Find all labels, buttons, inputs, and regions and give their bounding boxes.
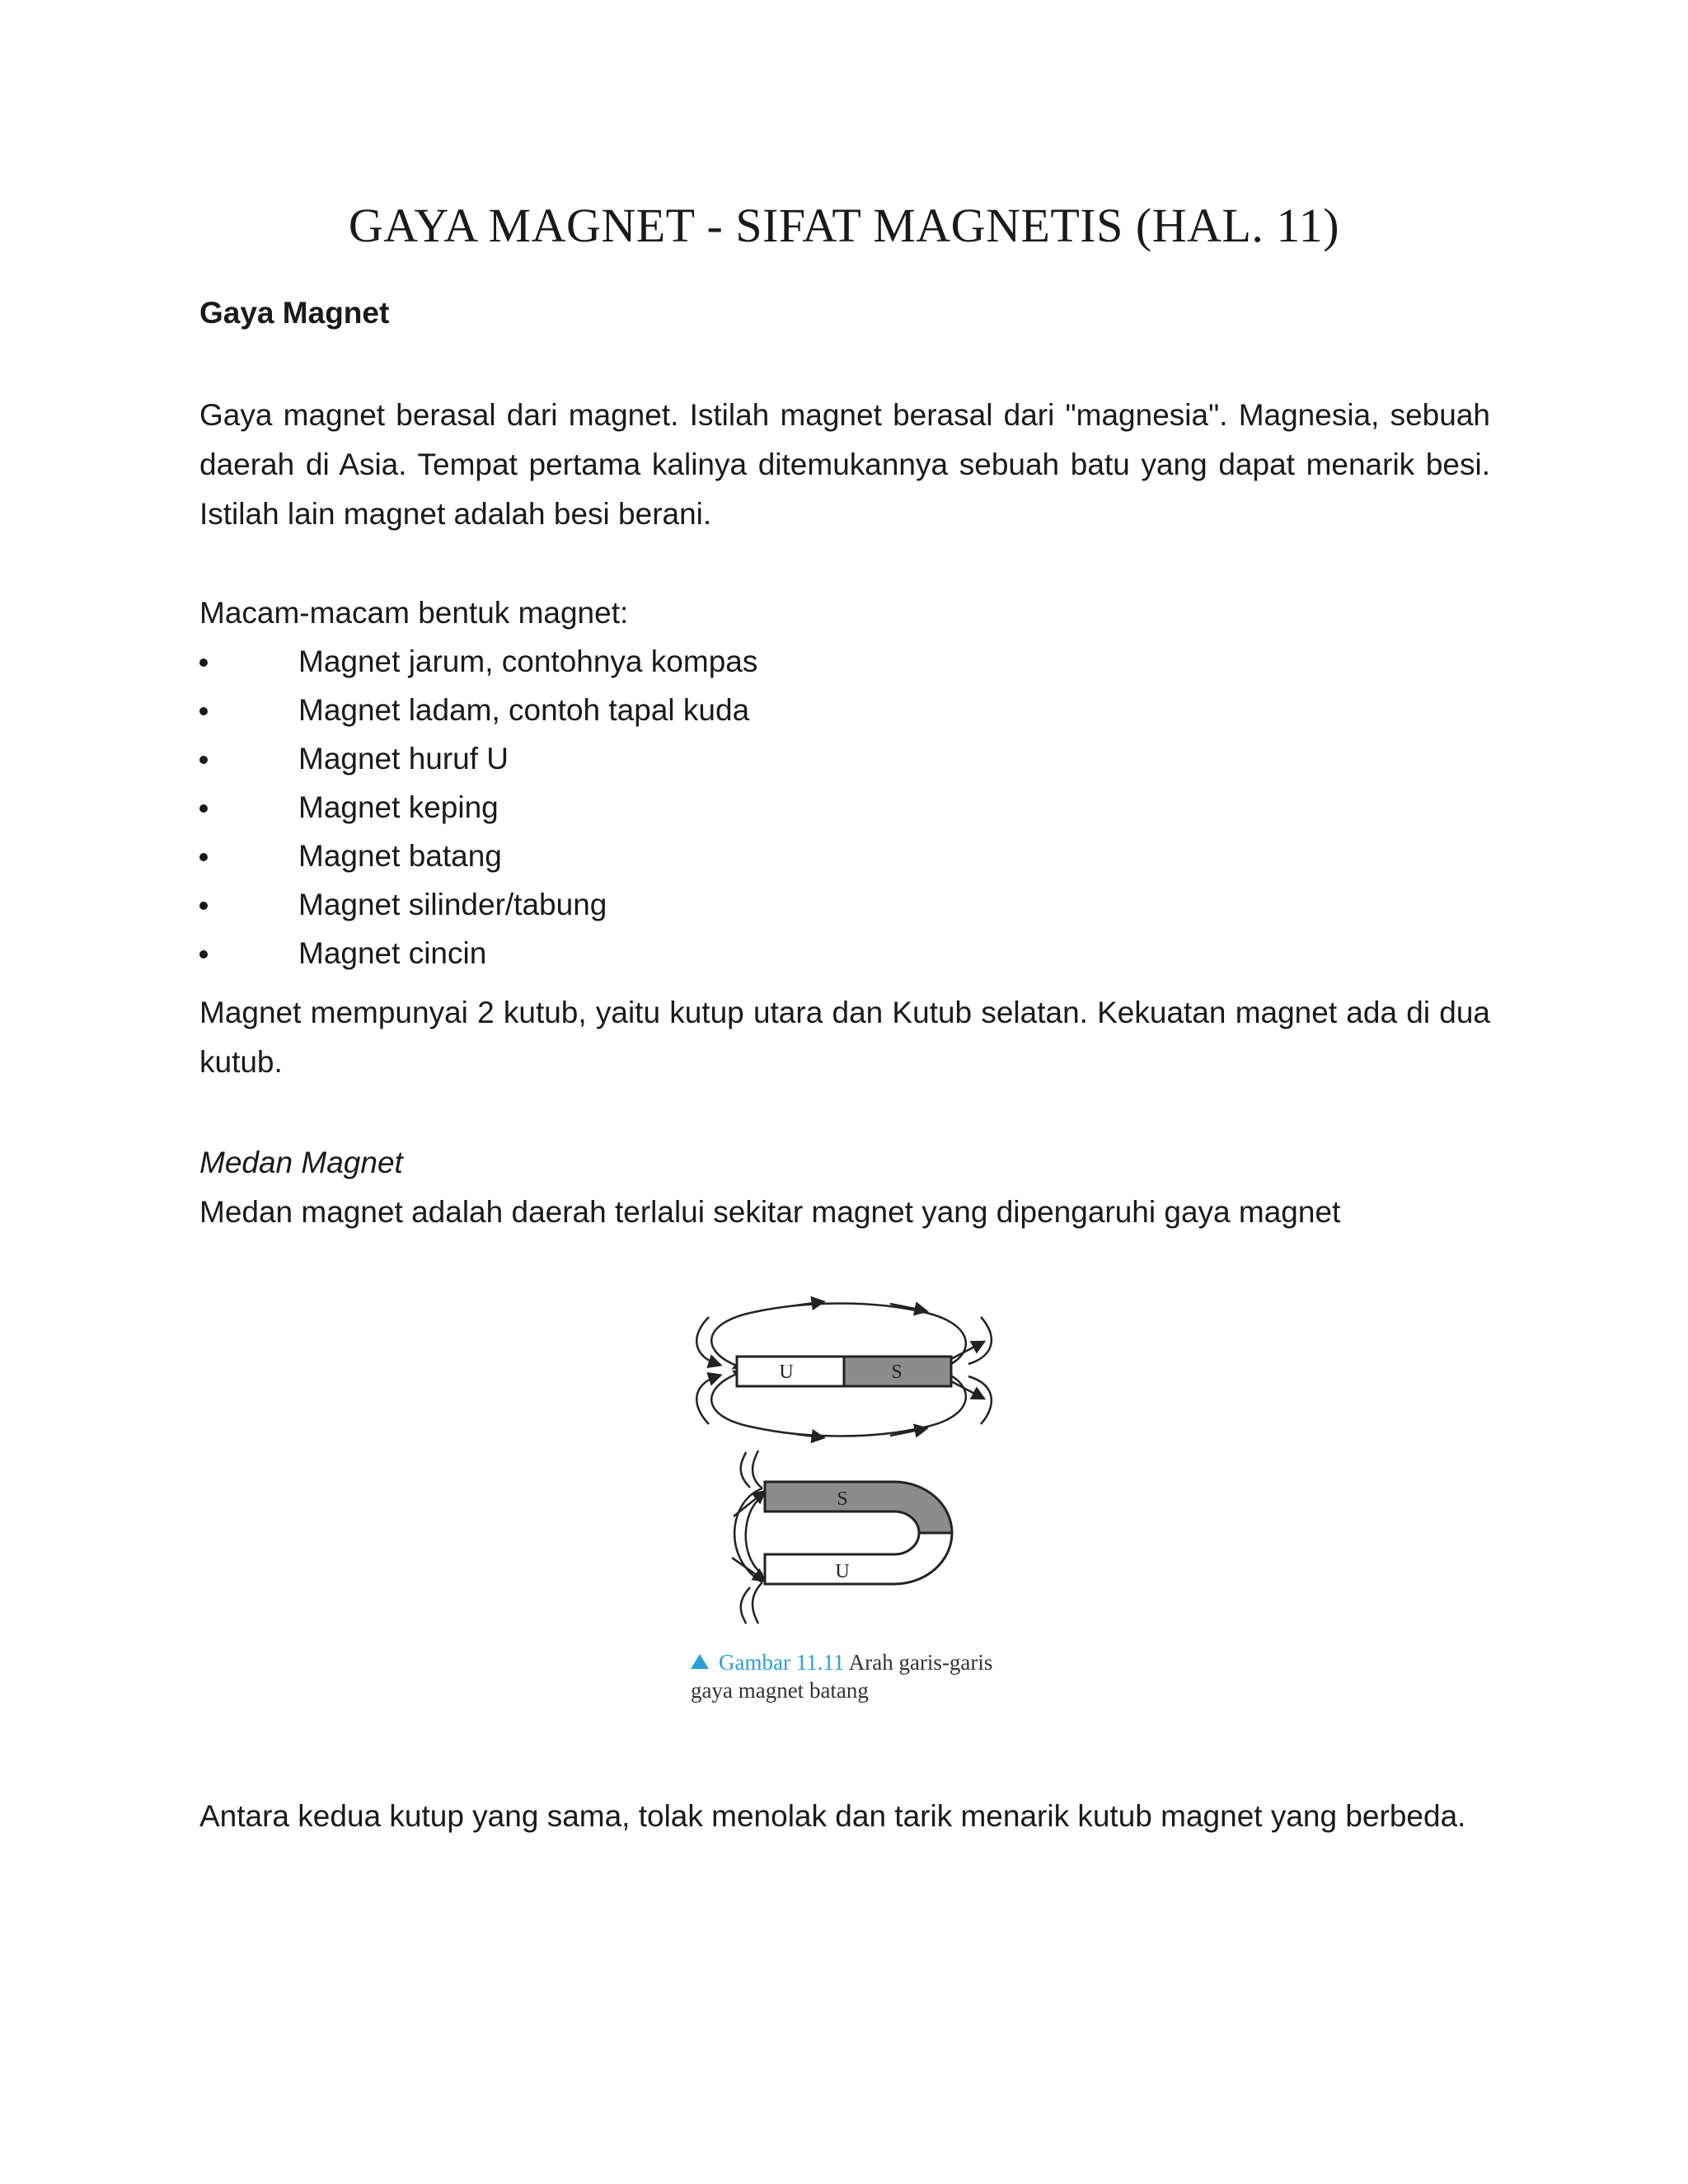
bullet-icon	[199, 950, 208, 958]
horseshoe-north-arm	[765, 1533, 952, 1584]
bar-magnet-north-label: U	[779, 1361, 794, 1383]
bullet-icon	[199, 707, 208, 715]
list-item-text: Magnet cincin	[298, 936, 487, 970]
magnet-types-intro: Macam-macam bentuk magnet:	[199, 596, 629, 630]
bar-magnet-south-label: S	[891, 1361, 903, 1383]
bullet-icon	[199, 756, 208, 764]
bar-magnet	[737, 1357, 951, 1386]
page-title: GAYA MAGNET - SIFAT MAGNETIS (HAL. 11)	[348, 199, 1340, 252]
list-item-text: Magnet ladam, contoh tapal kuda	[298, 693, 750, 727]
caption-triangle-icon	[691, 1654, 709, 1669]
caption-text: Arah garis-garis gaya magnet batang	[691, 1650, 993, 1703]
bullet-icon	[199, 853, 208, 861]
closing-paragraph: Antara kedua kutup yang sama, tolak menolak dan tarik menarik kutub magnet yang berbeda.	[199, 1799, 1466, 1833]
horseshoe-south-label: S	[837, 1488, 848, 1510]
list-item-text: Magnet jarum, contohnya kompas	[298, 644, 758, 678]
horseshoe-south-arm	[765, 1482, 952, 1533]
figure-caption	[691, 1648, 1020, 1704]
magnetic-field-diagram	[684, 1294, 1006, 1648]
list-item-text: Magnet batang	[298, 839, 502, 873]
horseshoe-north-label: U	[835, 1561, 850, 1582]
list-item-text: Magnet keping	[298, 790, 499, 824]
bullet-icon	[199, 902, 208, 910]
list-item-text: Magnet huruf U	[298, 742, 509, 776]
subheading-medan-magnet: Medan Magnet	[199, 1146, 403, 1179]
poles-paragraph: Magnet mempunyai 2 kutub, yaitu kutup utara dan Kutub selatan. Kekuatan magnet ada di dua kutub.	[199, 996, 1490, 1079]
field-definition: Medan magnet adalah daerah terlalui sekitar magnet yang dipengaruhi gaya magnet	[199, 1195, 1341, 1229]
section-heading-gaya-magnet: Gaya Magnet	[199, 296, 390, 330]
intro-paragraph: Gaya magnet berasal dari magnet. Istilah magnet berasal dari "magnesia". Magnesia, sebuah daerah di Asia. Tempat pertama kalinya ditemukannya sebuah batu yang dapat menarik besi. Istilah lain magnet adalah besi berani.	[199, 398, 1490, 531]
list-item-text: Magnet silinder/tabung	[298, 888, 607, 921]
caption-figure-number: Gambar 11.11	[719, 1650, 845, 1675]
horseshoe-magnet	[765, 1482, 952, 1584]
horseshoe-field-lines	[732, 1451, 762, 1624]
bullet-icon	[199, 804, 208, 813]
bullet-icon	[199, 658, 208, 667]
